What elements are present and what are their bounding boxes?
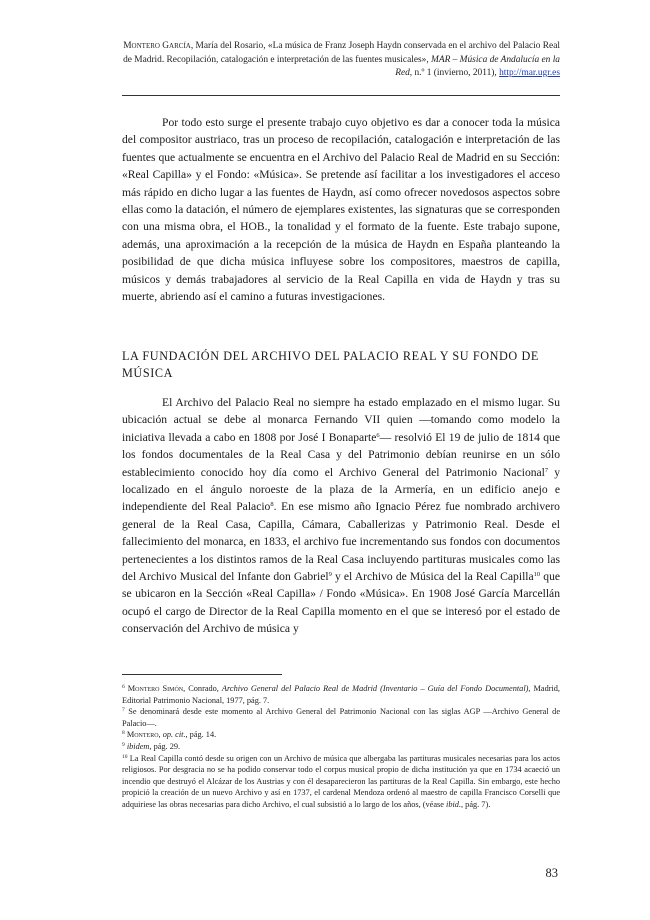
header-journal: MAR – Música de Andalucía en la Red	[395, 54, 560, 78]
main-text-2: — resolvió El 19 de julio de 1814 que los fondos documentales de la Real Casa y del Patrimonio debían reunirse en un sólo establecimiento conocido hoy día como el Archivo General del Patrimonio Nacional	[122, 430, 560, 479]
footnote-number: 7	[122, 707, 125, 714]
footnote-9	[122, 741, 560, 753]
intro-paragraph: Por todo esto surge el presente trabajo cuyo objetivo es dar a conocer toda la música del compositor austriaco, tras un proceso de recopilación, catalogación e interpretación de las fuentes que actualmente se encuentra en el Archivo del Palacio Real de Madrid en su Sección: «Real Capilla» y el Fondo: «Música». Se pretende así facilitar a los investigadores el acceso más rápido en dicho lugar a las fuentes de Haydn, así como ofrecer novedosos aspectos sobre ellas como la datación, el número de ejemplares existentes, las signaturas que se corresponden con una misma obra, el HOB., la tonalidad y el formato de la fuente. Este trabajo supone, además, una aproximación a la recepción de la música de Haydn en España planteando la posibilidad de que dicha música influyese sobre los compositores, maestros de capilla, músicos y demás trabajadores al servicio de la Real Capilla en vida de Haydn y tras su muerte, abriendo así el camino a futuras investigaciones.	[122, 116, 560, 304]
footnote-italic: op. cit.	[162, 730, 186, 740]
main-text-6: que se ubicaron en la Sección «Real Capilla» / Fondo «Música». En 1908 José García Marcellán ocupó el cargo de Director de la Real Capilla momento en el que se interesó por el estado de conservación del Archivo de música y	[122, 570, 561, 636]
running-header	[122, 40, 560, 81]
header-issue: , n.º 1 (invierno, 2011),	[409, 68, 500, 78]
main-section	[122, 394, 560, 638]
footnote-text: Se denominará desde este momento al Archivo General del Patrimonio Nacional con las siglas AGP —Archivo General de Palacio—.	[122, 707, 560, 728]
footnote-author: Montero Simón	[127, 684, 184, 693]
footnote-ref-10[interactable]: 10	[533, 571, 541, 579]
footnote-title: Archivo General del Palacio Real de Madrid (Inventario – Guía del Fondo Documental)	[221, 684, 529, 693]
footnote-ref-6[interactable]: 6	[376, 431, 380, 439]
footnote-ref-9[interactable]: 9	[328, 571, 332, 579]
intro-section	[122, 114, 560, 305]
footnote-text: , pág. 29.	[149, 741, 181, 751]
footnote-italic: ibidem	[126, 741, 150, 751]
main-paragraph	[122, 394, 560, 638]
footnotes	[122, 683, 560, 811]
footnote-number: 9	[122, 741, 125, 748]
footnote-10	[122, 753, 560, 811]
footnote-8	[122, 729, 560, 741]
footnote-text: La Real Capilla contó desde su origen con un Archivo de música que albergaba las partituras musicales necesarias para los actos religiosos. Por desgracia no se ha podido conservar todo el corpus musical propio de dicha institución ya que en 1734 acaeció un incendio que destruyó el Alcázar de los Austrias y con él desaparecieron las partituras de la Real Capilla. Sin embargo, este hecho propició la creación de un nuevo Archivo y así en 1737, el cardenal Mendoza ordenó al maestro de capilla Francisco Corselli que adquiriese las obras necesarias para dicho Archivo, el cual subsistió a lo largo de los años, (véase	[122, 753, 560, 809]
footnote-number: 8	[122, 730, 125, 737]
footnote-text: ,	[158, 730, 163, 740]
header-rule	[122, 95, 560, 96]
footnote-italic: ibid.	[446, 799, 462, 809]
footnote-text: , pág. 14.	[185, 730, 217, 740]
footnote-ref-8[interactable]: 8	[270, 501, 274, 509]
footnote-number: 10	[122, 753, 128, 760]
footnote-text: , pág. 7).	[461, 799, 491, 809]
footnote-text: , Madrid, Editorial Patrimonio Nacional, 1977, pág. 7.	[122, 684, 561, 705]
header-citation: , María del Rosario, «La música de Franz Joseph Haydn conservada en el archivo del Palacio Real de Madrid. Recopilación, catalogación e interpretación de las fuentes musicales»,	[123, 41, 560, 65]
footnote-number: 6	[122, 684, 125, 690]
main-text-1: El Archivo del Palacio Real no siempre ha estado emplazado en el mismo lugar. Su ubicación actual se debe al monarca Fernando VII quien —tomando como modelo la iniciativa llevada a cabo en 1808 por José I Bonaparte	[122, 396, 560, 444]
footnote-7	[122, 706, 560, 729]
footnote-6	[122, 683, 560, 706]
main-text-5: y el Archivo de Música del la Real Capilla	[331, 570, 534, 584]
footnote-ref-7[interactable]: 7	[544, 466, 549, 474]
header-author: Montero García	[123, 41, 191, 51]
header-url-link[interactable]: http://mar.ugr.es	[499, 68, 560, 78]
footnote-rule	[122, 674, 282, 675]
footnote-author: Montero	[126, 730, 159, 740]
main-text-4: . En ese mismo año Ignacio Pérez fue nombrado archivero general de la Real Casa, Capilla, Cámara, Caballerizas y Patrimonio Real. Desde el fallecimiento del monarca, en 1833, el archivo fue incrementando sus fondos con documentos pertenecientes a los distintos ramos de la Real Casa incluyendo partituras musicales como las del Archivo Musical del Infante don Gabriel	[122, 500, 560, 584]
footnote-text: , Conrado,	[183, 684, 222, 693]
section-heading: LA FUNDACIÓN DEL ARCHIVO DEL PALACIO REAL Y SU FONDO DE MÚSICA	[122, 349, 539, 381]
page-number: 83	[545, 866, 558, 880]
main-text-3: y localizado en el ángulo noroeste de la plaza de la Armería, en un edificio anejo e independiente del Real Palacio	[122, 465, 560, 514]
